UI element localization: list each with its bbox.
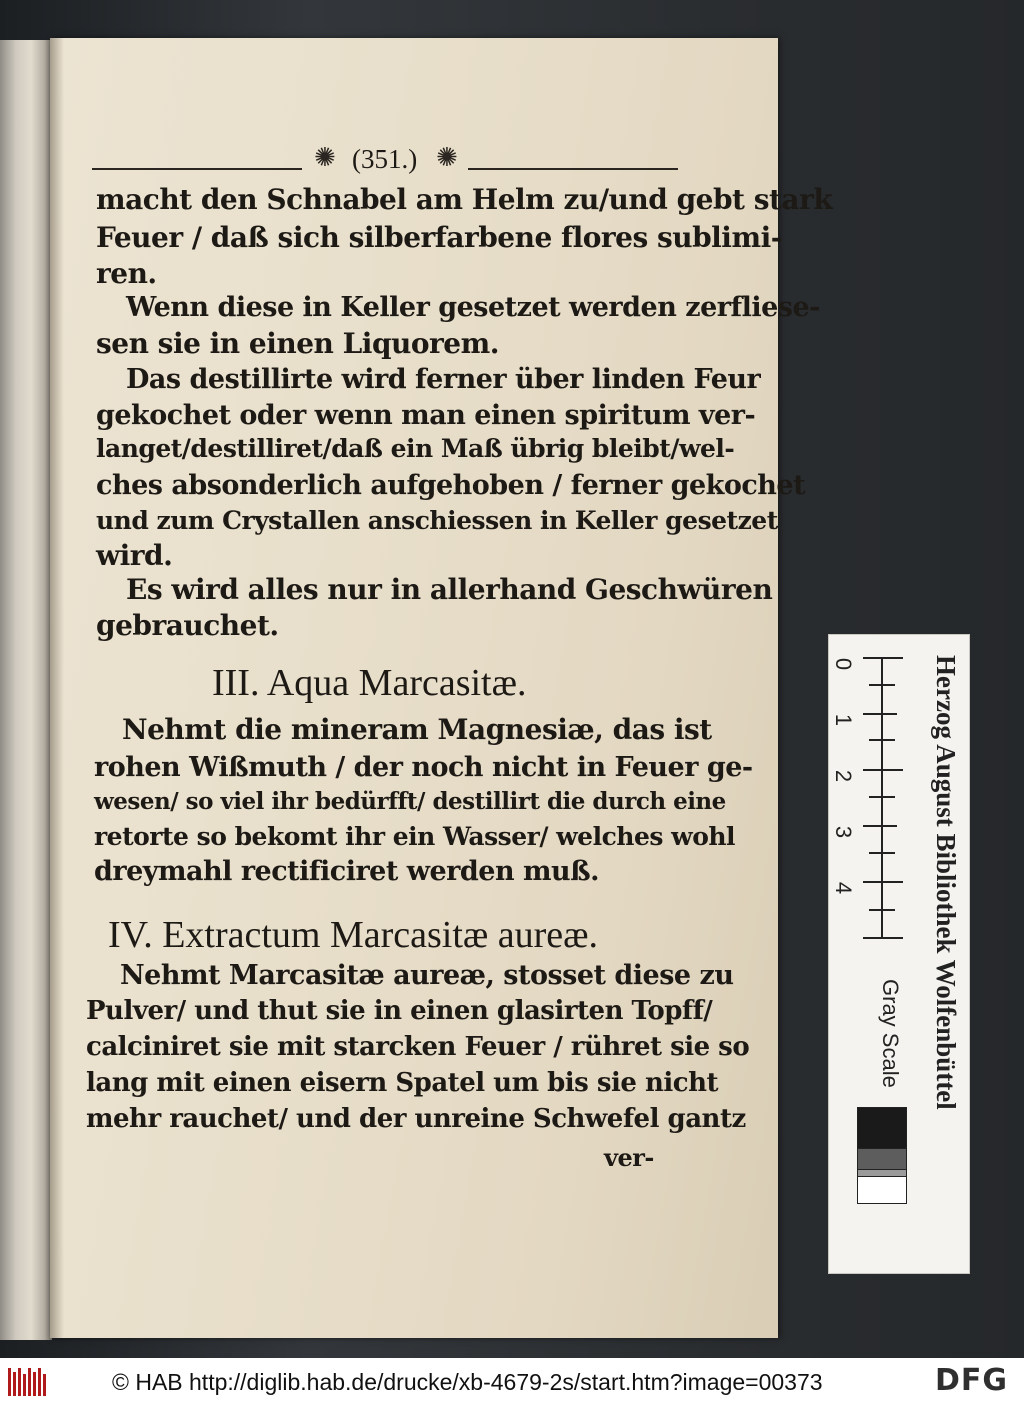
ruler-tick	[863, 937, 903, 939]
ruler-line	[881, 657, 883, 939]
copyright-link[interactable]: © HAB http://diglib.hab.de/drucke/xb-4679-2s/start.htm?image=00373	[112, 1369, 823, 1395]
text-line: Pulver/ und thut sie in einen glasirten Topff/	[86, 996, 713, 1026]
catchword: ver-	[604, 1143, 654, 1172]
page-number: (351.)	[352, 144, 418, 174]
text-line: lang mit einen eisern Spatel um bis sie nicht	[86, 1068, 719, 1098]
section-heading-iii: III. Aqua Marcasitæ.	[212, 662, 527, 704]
text-line: Nehmt Marcasitæ aureæ, stosset diese zu	[120, 960, 734, 991]
text-line: Das destillirte wird ferner über linden Feur	[126, 364, 761, 395]
footer-bar	[0, 1358, 1024, 1405]
color-reference-card	[828, 634, 970, 1274]
text-line: und zum Crystallen anschiessen in Keller gesetzet	[96, 506, 778, 535]
text-line: Es wird alles nur in allerhand Geschwüren	[126, 573, 773, 606]
ruler-tick	[869, 684, 895, 686]
ruler-tick	[869, 739, 895, 741]
ruler-tick	[863, 881, 903, 883]
text-line: wird.	[96, 539, 173, 572]
ruler-number: 2	[831, 769, 857, 783]
text-line: wesen/ so viel ihr bedürfft/ destillirt die durch eine	[94, 788, 726, 815]
text-line: calciniret sie mit starcken Feuer / rühret sie so	[86, 1032, 750, 1062]
text-line: macht den Schnabel am Helm zu/und gebt stark	[96, 183, 833, 216]
swatch-dark-gray	[857, 1148, 907, 1170]
ruler-number: 1	[831, 713, 857, 727]
text-line: Wenn diese in Keller gesetzet werden zerfliese-	[126, 292, 820, 323]
ruler-tick	[863, 657, 903, 659]
ruler-number: 0	[831, 657, 857, 671]
ruler-tick	[863, 769, 903, 771]
gray-scale-label: Gray Scale	[878, 979, 903, 1088]
section-heading-iv: IV. Extractum Marcasitæ aureæ.	[108, 914, 598, 956]
ruler-tick	[863, 713, 897, 715]
ornament-right-icon: ✺	[436, 143, 458, 173]
hab-logo-icon	[8, 1366, 48, 1398]
ornament-left-icon: ✺	[314, 143, 336, 173]
header-rule-left	[92, 168, 302, 170]
text-line: Feuer / daß sich silberfarbene flores sublimi-	[96, 221, 782, 254]
text-line: ren.	[96, 257, 157, 290]
swatch-white	[857, 1176, 907, 1204]
ruler-number: 4	[831, 881, 857, 895]
ruler-tick	[869, 852, 895, 854]
text-line: sen sie in einen Liquorem.	[96, 327, 499, 360]
text-line: retorte so bekomt ihr ein Wasser/ welches wohl	[94, 822, 736, 851]
header-rule-right	[468, 168, 678, 170]
previous-pages-edge	[0, 40, 52, 1340]
text-line: mehr rauchet/ und der unreine Schwefel gantz	[86, 1104, 746, 1134]
page-gutter-shadow	[50, 38, 64, 1338]
swatch-black	[857, 1107, 907, 1149]
institution-name: Herzog August Bibliothek Wolfenbüttel	[931, 655, 961, 1110]
text-line: Nehmt die mineram Magnesiæ, das ist	[122, 713, 712, 746]
text-line: ches absonderlich aufgehoben / ferner gekochet	[96, 470, 806, 501]
ruler-tick	[863, 825, 897, 827]
text-line: langet/destilliret/daß ein Maß übrig bleibt/wel-	[96, 434, 735, 463]
ruler-tick	[869, 796, 895, 798]
text-line: gebrauchet.	[96, 609, 279, 642]
text-line: gekochet oder wenn man einen spiritum ver-	[96, 400, 756, 431]
text-line: dreymahl rectificiret werden muß.	[94, 856, 600, 887]
dfg-logo: DFG	[935, 1363, 1009, 1398]
text-line: rohen Wißmuth / der noch nicht in Feuer ge-	[94, 752, 753, 783]
ruler-tick	[869, 909, 895, 911]
ruler-number: 3	[831, 825, 857, 839]
